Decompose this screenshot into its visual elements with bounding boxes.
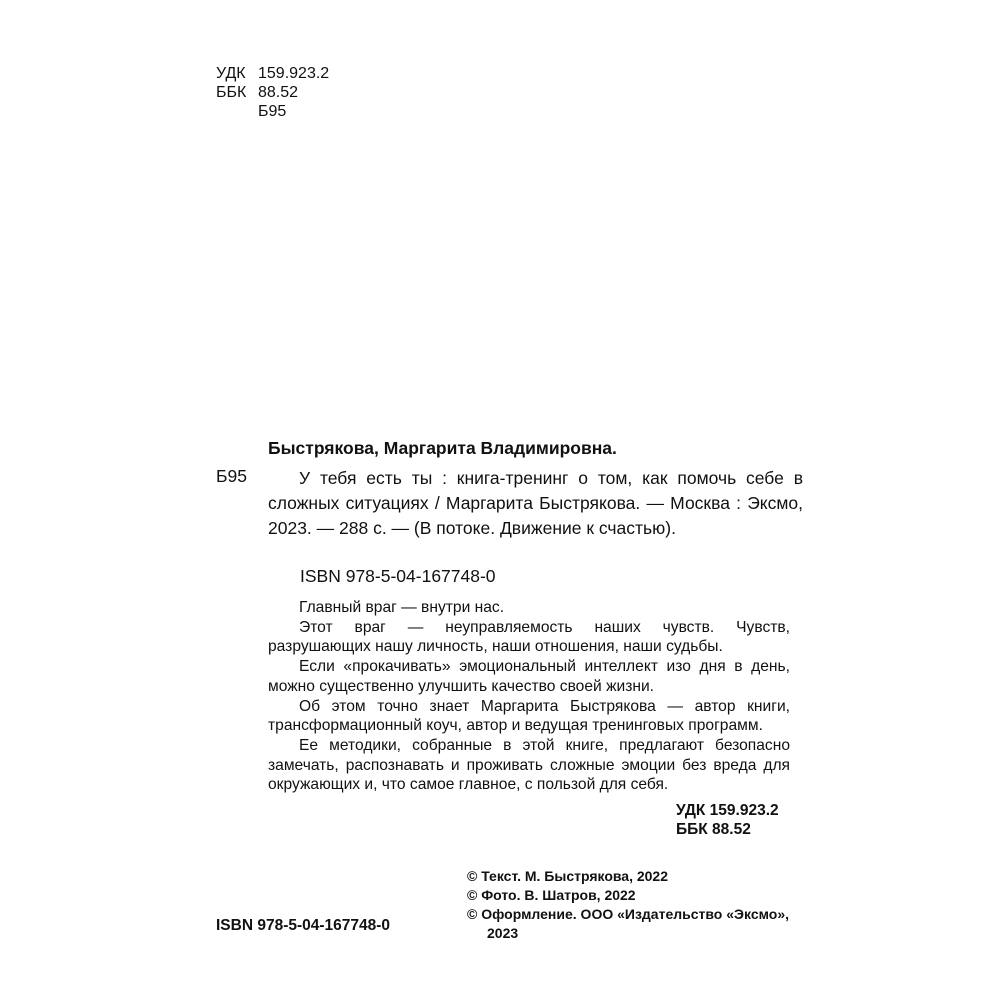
- copyright-text: © Текст. М. Быстрякова, 2022: [467, 868, 669, 884]
- bottom-classification: [676, 801, 779, 839]
- record-description: У тебя есть ты : книга-тренинг о том, как помочь себе в сложных ситуациях / Маргарита Быстрякова. — Москва : Эксмо, 2023. — 288 с. — (В потоке. Движение к счастью).: [268, 468, 803, 538]
- udk-label: УДК: [216, 65, 246, 82]
- udk-value: 159.923.2: [258, 65, 330, 82]
- author-mark-top: Б95: [258, 103, 287, 120]
- bottom-bbk: ББК 88.52: [676, 821, 751, 838]
- annotation: [268, 598, 790, 795]
- annotation-paragraph: Ее методики, собранные в этой книге, предлагают безопасно замечать, распознавать и проживать сложные эмоции без вреда для окружающих и, что самое главное, с пользой для себя.: [268, 736, 790, 794]
- udk-row: [216, 64, 329, 83]
- copyright-block: [467, 867, 807, 943]
- author-mark-row: [216, 102, 329, 121]
- annotation-paragraph: Этот враг — неуправляемость наших чувств. Чувств, разрушающих нашу личность, наши отношения, наши судьбы.: [268, 618, 790, 656]
- record-isbn: ISBN 978-5-04-167748-0: [300, 566, 496, 586]
- bbk-row: [216, 83, 329, 102]
- annotation-paragraph: Об этом точно знает Маргарита Быстрякова — автор книги, трансформационный коуч, автор и ведущая тренинговых программ.: [268, 697, 790, 735]
- classification-block: [216, 64, 329, 121]
- copyright-design: © Оформление. ООО «Издательство «Эксмо», 2023: [467, 906, 789, 941]
- bottom-isbn: ISBN 978-5-04-167748-0: [216, 917, 391, 934]
- copyright-photo: © Фото. В. Шатров, 2022: [467, 887, 636, 903]
- bbk-value: 88.52: [258, 84, 299, 101]
- bottom-udk: УДК 159.923.2: [676, 802, 779, 819]
- record-author-mark: Б95: [216, 466, 247, 486]
- annotation-paragraph: Главный враг — внутри нас.: [299, 599, 505, 616]
- bbk-label: ББК: [216, 84, 247, 101]
- record-author: Быстрякова, Маргарита Владимировна.: [268, 438, 617, 458]
- annotation-paragraph: Если «прокачивать» эмоциональный интеллект изо дня в день, можно существенно улучшить качество своей жизни.: [268, 658, 790, 695]
